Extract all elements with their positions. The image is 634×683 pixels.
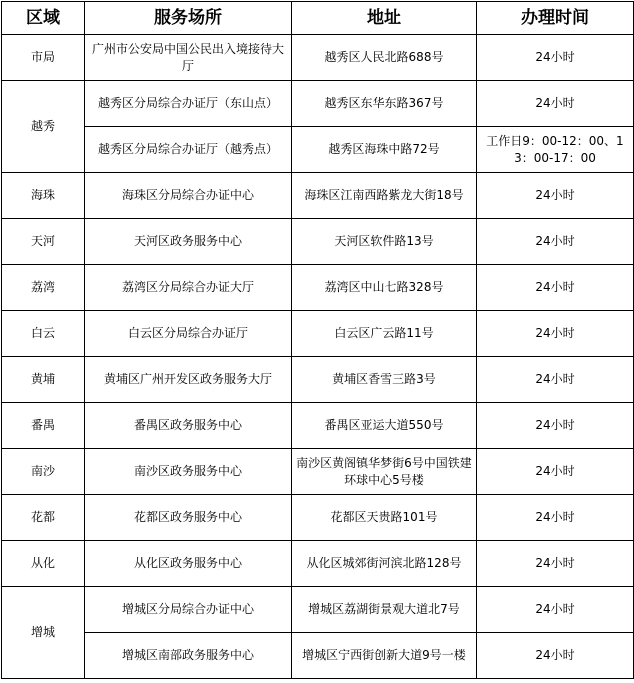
table-row [2,449,634,495]
office-cell: 增城区南部政务服务中心 [85,633,292,679]
header-address: 地址 [292,2,477,35]
hours-cell: 24小时 [477,403,634,449]
hours-cell: 24小时 [477,357,634,403]
header-district: 区域 [2,2,85,35]
address-cell: 越秀区海珠中路72号 [292,127,477,173]
district-cell: 荔湾 [2,265,85,311]
address-cell: 番禺区亚运大道550号 [292,403,477,449]
district-cell: 番禺 [2,403,85,449]
hours-cell: 24小时 [477,495,634,541]
district-cell: 白云 [2,311,85,357]
district-cell: 市局 [2,35,85,81]
table-row [2,403,634,449]
office-cell: 白云区分局综合办证厅 [85,311,292,357]
table-row [2,633,634,679]
hours-cell: 24小时 [477,311,634,357]
district-cell: 海珠 [2,173,85,219]
service-locations-table [1,1,634,679]
hours-cell: 24小时 [477,35,634,81]
office-cell: 广州市公安局中国公民出入境接待大厅 [85,35,292,81]
hours-cell: 24小时 [477,633,634,679]
table-row [2,311,634,357]
hours-cell: 24小时 [477,81,634,127]
table-row [2,265,634,311]
address-cell: 越秀区人民北路688号 [292,35,477,81]
hours-cell: 24小时 [477,449,634,495]
hours-cell: 24小时 [477,587,634,633]
office-cell: 海珠区分局综合办证中心 [85,173,292,219]
hours-cell: 24小时 [477,541,634,587]
district-cell: 南沙 [2,449,85,495]
address-cell: 南沙区黄阁镇华梦街6号中国铁建环球中心5号楼 [292,449,477,495]
hours-cell: 24小时 [477,265,634,311]
address-cell: 荔湾区中山七路328号 [292,265,477,311]
district-cell: 花都 [2,495,85,541]
header-row [2,2,634,35]
office-cell: 增城区分局综合办证中心 [85,587,292,633]
table-row [2,357,634,403]
office-cell: 花都区政务服务中心 [85,495,292,541]
table-row [2,587,634,633]
district-cell: 从化 [2,541,85,587]
header-office: 服务场所 [85,2,292,35]
hours-cell: 工作日9：00-12：00、13：00-17：00 [477,127,634,173]
table-row [2,35,634,81]
district-cell: 增城 [2,587,85,679]
office-cell: 荔湾区分局综合办证大厅 [85,265,292,311]
table-row [2,81,634,127]
address-cell: 海珠区江南西路紫龙大街18号 [292,173,477,219]
office-cell: 南沙区政务服务中心 [85,449,292,495]
office-cell: 黄埔区广州开发区政务服务大厅 [85,357,292,403]
table-row [2,127,634,173]
table-row [2,495,634,541]
district-cell: 天河 [2,219,85,265]
office-cell: 越秀区分局综合办证厅（东山点） [85,81,292,127]
address-cell: 越秀区东华东路367号 [292,81,477,127]
office-cell: 从化区政务服务中心 [85,541,292,587]
office-cell: 番禺区政务服务中心 [85,403,292,449]
address-cell: 增城区荔湖街景观大道北7号 [292,587,477,633]
address-cell: 从化区城郊街河滨北路128号 [292,541,477,587]
office-cell: 天河区政务服务中心 [85,219,292,265]
header-hours: 办理时间 [477,2,634,35]
address-cell: 增城区宁西街创新大道9号一楼 [292,633,477,679]
table-row [2,173,634,219]
address-cell: 白云区广云路11号 [292,311,477,357]
address-cell: 黄埔区香雪三路3号 [292,357,477,403]
hours-cell: 24小时 [477,219,634,265]
hours-cell: 24小时 [477,173,634,219]
office-cell: 越秀区分局综合办证厅（越秀点） [85,127,292,173]
table-row [2,219,634,265]
district-cell: 黄埔 [2,357,85,403]
table-row [2,541,634,587]
district-cell: 越秀 [2,81,85,173]
address-cell: 天河区软件路13号 [292,219,477,265]
address-cell: 花都区天贵路101号 [292,495,477,541]
